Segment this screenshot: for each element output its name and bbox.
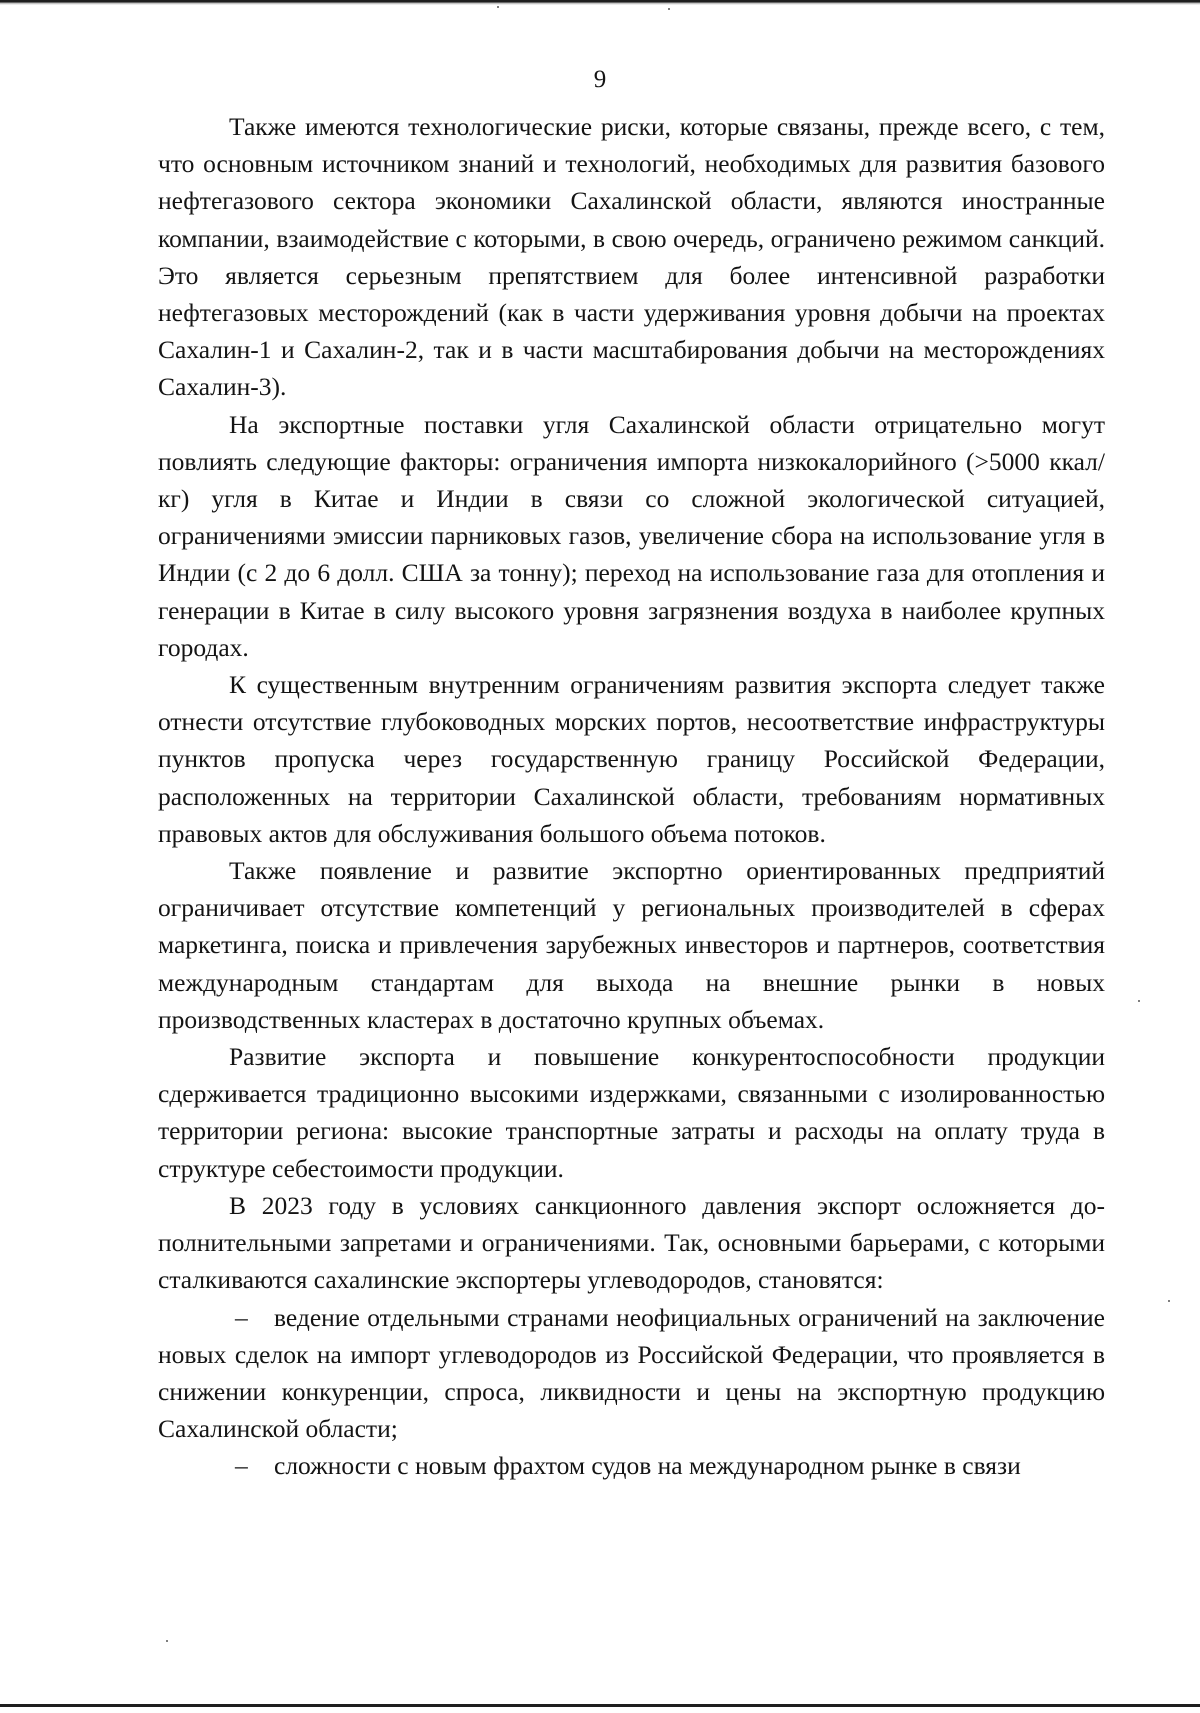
scan-speck: [497, 6, 499, 8]
scan-speck: [1138, 1000, 1140, 1002]
paragraph-competence-gap: Также появление и развитие экспортно ориентированных предприятий ограничивает отсутствие компетенций у региональных производителей в сферах маркетинга, поиска и привлечения зарубежных инвесторов и партнеров, соответствия международным стандартам для выхода на внешние рынки в новых производственных кластерах в достаточно крупных объемах.: [158, 856, 1105, 1034]
list-dash: –: [235, 1302, 248, 1332]
scan-top-edge: [0, 0, 1200, 5]
paragraph-sanctions-2023: В 2023 году в условиях санкционного давления экспорт осложняется дополнительными запретами и ограничениями. Так, основными барьерами, с которыми сталкиваются сахалинские экспортеры углеводородов, становятся:: [158, 1190, 1105, 1295]
list-item-text: ведение отдельными странами неофициальных ограничений на заключение новых сделок на импорт углеводородов из Российской Федерации, что проявляется в снижении конкуренции, спроса, ликвидности и цены на экспортную продукцию Сахалинской области;: [158, 1302, 1105, 1444]
list-item-text: сложности с новым фрахтом судов на международном рынке в связи: [274, 1451, 1021, 1481]
page-number: 9: [593, 66, 607, 93]
paragraph-internal-constraints: К существенным внутренним ограничениям развития экспорта следует также отнести отсутствие глубоководных морских портов, несоответствие инфраструктуры пунктов пропуска через государственную границу Российской Федерации, расположенных на территории Сахалинской области, требованиям нормативных правовых актов для обслуживания большого объема потоков.: [158, 670, 1105, 848]
document-body: [158, 108, 1105, 1485]
scan-speck: [668, 8, 670, 10]
scan-speck: [1168, 1300, 1170, 1302]
list-item: [158, 1299, 1105, 1448]
scan-bottom-edge: [0, 1704, 1200, 1707]
list-dash: –: [235, 1451, 248, 1481]
list-item: [158, 1447, 1105, 1484]
barriers-list: [158, 1299, 1105, 1485]
paragraph-high-costs: Развитие экспорта и повышение конкурентоспособности продукции сдерживается традиционно высокими издержками, связанными с изолированностью территории региона: высокие транспортные затраты и расходы на оплату труда в структуре себестоимости продукции.: [158, 1042, 1105, 1183]
paragraph-technological-risks: Также имеются технологические риски, которые связаны, прежде всего, с тем, что основным источником знаний и технологий, необходимых для развития базового нефтегазового сектора экономики Сахалинской области, являются иностранные компании, взаимодействие с которыми, в свою очередь, ограничено режимом санкций. Это является серьезным препятствием для более интенсивной разработки нефтегазовых месторождений (как в части удерживания уровня добычи на проектах Сахалин-1 и Сахалин-2, так и в части масштабирования добычи на месторождениях Сахалин-3).: [158, 112, 1105, 402]
paragraph-coal-export-factors: На экспортные поставки угля Сахалинской области отрицательно могут повлиять следующие факторы: ограничения импорта низкокалорийного (>5000 ккал/кг) угля в Китае и Индии в связи со сложной экологической ситуацией, ограничениями эмиссии парниковых газов, увеличение сбора на использование угля в Индии (с 2 до 6 долл. США за тонну); переход на использование газа для отопления и генерации в Китае в силу высокого уровня загрязнения воздуха в наиболее крупных городах.: [158, 409, 1105, 662]
scan-speck: [166, 1640, 168, 1642]
